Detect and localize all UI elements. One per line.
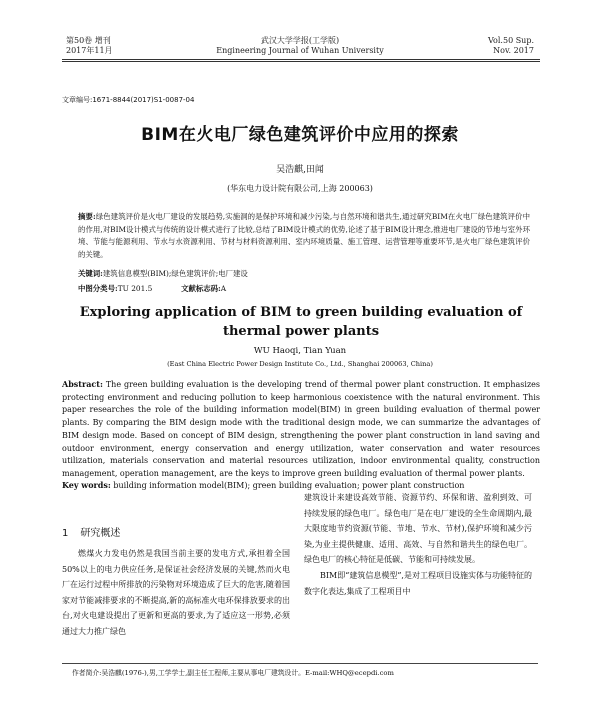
keywords-en-text: building information model(BIM); green building evaluation; power plant construction [113,481,465,490]
publication-date-en: Nov. 2017 [493,46,534,55]
footnote-rule [62,663,538,664]
clc-label: 中图分类号: [78,284,118,293]
body-paragraph: 燃煤火力发电仍然是我国当前主要的发电方式,承担着全国50%以上的电力供应任务,是保证社会经济发展的关键,然而火电厂在运行过程中所排放的污染物对环境造成了巨大的危害,随着国家对节能减排要求的不断提高,新的高标准火电环保排放要求的出台,对火电建设提出了更新和更高的要求,为了适应这一形势,必须通过大力推广绿色 [62,549,290,636]
journal-name-en: Engineering Journal of Wuhan University [216,46,384,55]
paper-title-en-line2: thermal power plants [222,324,380,339]
body-column-right [304,490,532,599]
abstract-cn-text: 绿色建筑评价是火电厂建设的发展趋势,实施洞的是保护环境和减少污染,与自然环境和谐共生,通过研究BIM在火电厂绿色建筑评价中的作用,对BIM设计模式与传统的设计模式进行了比较,总结了BIM设计模式的优势,论述了基于BIM设计理念,推进电厂建设的节地与室外环境、节能与能源利用、节水与水资源利用、节材与材料资源利用、室内环境质量、施工管理、运营管理等重要环节,是火电厂绿色建筑评价的关键。 [78,212,530,259]
section-number: 1 [62,528,69,539]
affiliation-en: (East China Electric Power Design Institute Co., Ltd., Shanghai 200063, China) [167,360,433,368]
doc-code-value: A [220,284,227,293]
abstract-cn [78,211,530,261]
body-paragraph: 建筑设计来建设高效节能、资源节约、环保和谐、盈利到效、可持续发展的绿色电厂。绿色电厂是在电厂建设的全生命周期内,最大限度地节约资源(节能、节地、节水、节材),保护环境和减少污染,为业主提供健康、适用、高效、与自然和谐共生的绿色电厂。绿色电厂的核心特征是低碳、节能和可持续发展。 [304,493,532,565]
clc-value: TU 201.5 [117,284,153,293]
journal-name-cn: 武汉大学学报(工学版) [260,36,340,45]
body-paragraph: BIM即“建筑信息模型”,是对工程项目设施实体与功能特征的数字化表达,集成了工程项目中 [304,570,532,596]
paper-title-cn: BIM在火电厂绿色建筑评价中应用的探索 [141,125,459,145]
author-footnote: 作者简介:吴浩麒(1976-),男,工学学士,副主任工程师,主要从事电厂建筑设计。E-mail:WHQ@ecepdi.com [72,669,394,677]
abstract-en [62,378,540,481]
abstract-cn-label: 摘要: [78,212,96,221]
authors-en: WU Haoqi, Tian Yuan [253,346,347,356]
keywords-cn-text: 建筑信息模型(BIM);绿色建筑评价;电厂建设 [102,269,248,278]
header-rule-thin [62,61,540,62]
article-number: 文章编号:1671-8844(2017)S1-0087-04 [62,96,195,104]
authors-cn: 吴浩麒,田闻 [276,165,324,175]
publication-date: 2017年11月 [66,46,113,55]
abstract-en-label: Abstract: [62,379,103,389]
section-heading [62,524,132,539]
body-column-left [62,546,290,640]
keywords-cn [78,268,530,279]
affiliation-cn: (华东电力设计院有限公司,上海 200063) [227,184,373,193]
paper-title-en [62,303,540,341]
paper-title-en-line1: Exploring application of BIM to green building evaluation of [79,305,523,320]
journal-volume-header-en [488,36,534,56]
volume-issue: 第50卷 增刊 [66,36,111,45]
doc-code-label: 文献标志码: [181,284,221,293]
volume-issue-en: Vol.50 Sup. [488,36,534,45]
keywords-en-label: Key words: [62,480,111,490]
keywords-cn-label: 关键词: [78,269,103,278]
abstract-en-text: The green building evaluation is the developing trend of thermal power plant construction. It emphasizes protecting environment and reducing pollution to keep harmonious coexistence with the natural environment. This paper researches the role of the building information model(BIM) in green building evaluation of thermal power plants. By comparing the BIM design mode with the traditional design mode, we can summarize the advantages of BIM design mode. Based on concept of BIM design, strengthening the power plant construction in land saving and outdoor environment, energy conservation and energy utilization, water conservation and water resources utilization, materials conservation and material resources utilization, indoor environmental quality, construction management, operation management, are the keys to improve green building evaluation of thermal power plants. [62,380,540,478]
classification-cn [78,283,226,294]
section-title: 研究概述 [80,528,121,539]
header-rule [62,59,540,60]
